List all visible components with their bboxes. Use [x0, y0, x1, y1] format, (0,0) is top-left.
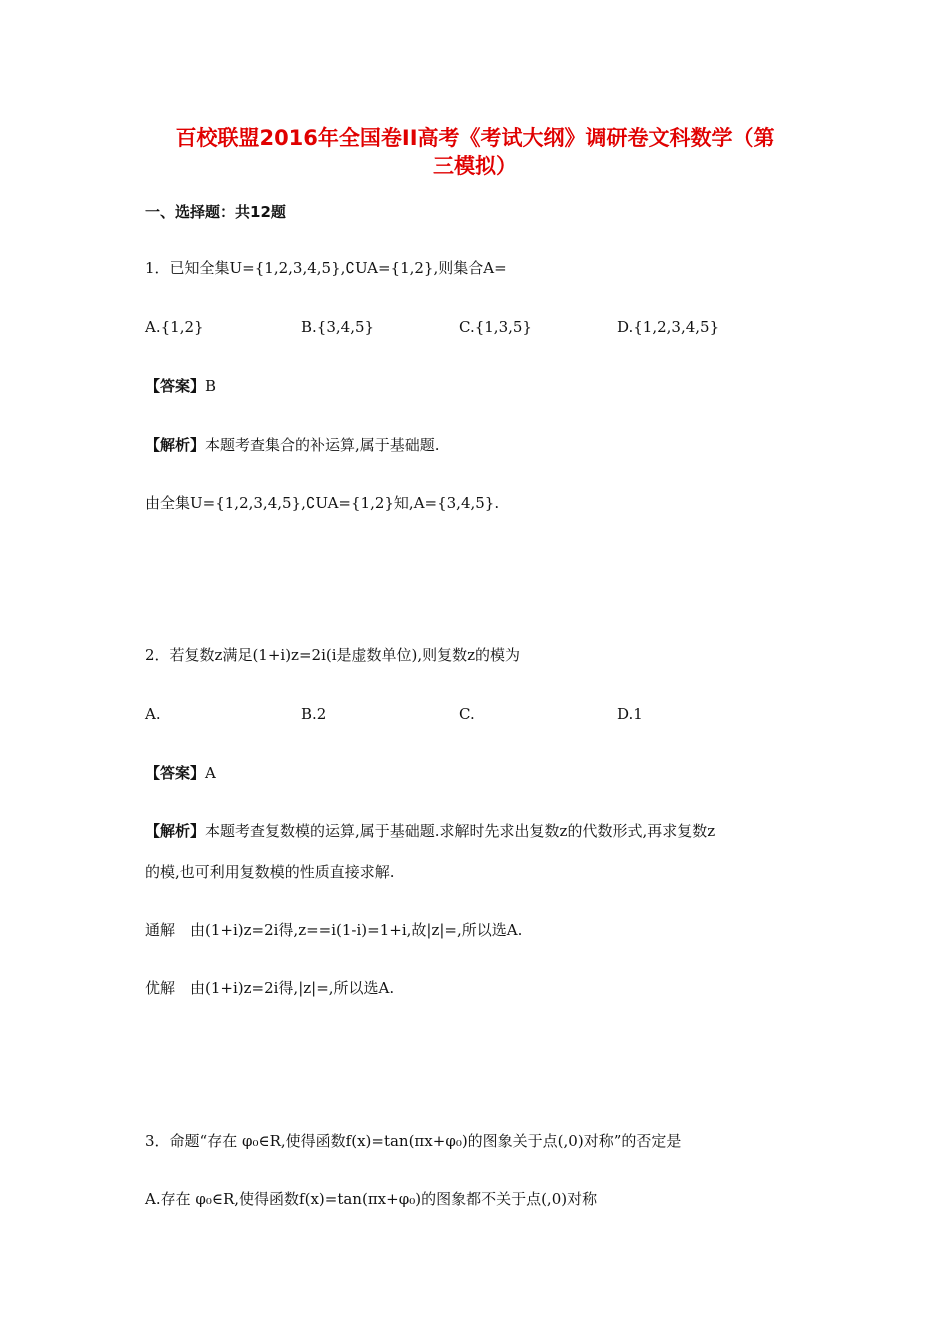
question-1-analysis-detail: 由全集U={1,2,3,4,5},∁UA={1,2}知,A={3,4,5}. — [145, 494, 500, 512]
document-title-line-2: 三模拟） — [433, 154, 517, 178]
question-1-answer — [145, 375, 216, 397]
answer-value: B — [205, 377, 217, 395]
question-1-option-b: B.{3,4,5} — [301, 318, 375, 336]
question-3-option-a: A.存在 φ₀∈R,使得函数f(x)=tan(πx+φ₀)的图象都不关于点(,0)对称 — [145, 1190, 598, 1208]
analysis-text: 本题考查复数模的运算,属于基础题.求解时先求出复数z的代数形式,再求复数z — [205, 822, 716, 840]
question-1-analysis — [145, 434, 440, 456]
analysis-label: 【解析】 — [145, 436, 206, 454]
answer-label: 【答案】 — [145, 764, 206, 782]
question-2-analysis — [145, 820, 715, 842]
question-2-option-a: A. — [145, 705, 161, 723]
question-2-method-1: 通解 由(1+i)z=2i得,z==i(1-i)=1+i,故|z|=,所以选A. — [145, 921, 523, 939]
analysis-text: 本题考查集合的补运算,属于基础题. — [205, 436, 440, 454]
question-1-option-d: D.{1,2,3,4,5} — [617, 318, 720, 336]
document-title-line-1: 百校联盟2016年全国卷II高考《考试大纲》调研卷文科数学（第 — [175, 126, 775, 150]
answer-label: 【答案】 — [145, 377, 206, 395]
question-1-option-a: A.{1,2} — [145, 318, 204, 336]
question-2-analysis-line-2: 的模,也可利用复数模的性质直接求解. — [145, 863, 395, 881]
question-2-option-c: C. — [459, 705, 475, 723]
analysis-label: 【解析】 — [145, 822, 206, 840]
question-2-option-d: D.1 — [617, 705, 643, 723]
question-1-option-c: C.{1,3,5} — [459, 318, 532, 336]
section-heading: 一、选择题：共12题 — [145, 203, 286, 221]
question-2-option-b: B.2 — [301, 705, 327, 723]
question-2-answer — [145, 762, 216, 784]
answer-value: A — [205, 764, 216, 782]
question-2-method-2: 优解 由(1+i)z=2i得,|z|=,所以选A. — [145, 979, 395, 997]
question-3-stem: 3．命题“存在 φ₀∈R,使得函数f(x)=tan(πx+φ₀)的图象关于点(,0)对称”的否定是 — [145, 1132, 682, 1150]
question-1-stem: 1．已知全集U={1,2,3,4,5},∁UA={1,2},则集合A= — [145, 259, 507, 277]
question-2-stem: 2．若复数z满足(1+i)z=2i(i是虚数单位),则复数z的模为 — [145, 646, 521, 664]
